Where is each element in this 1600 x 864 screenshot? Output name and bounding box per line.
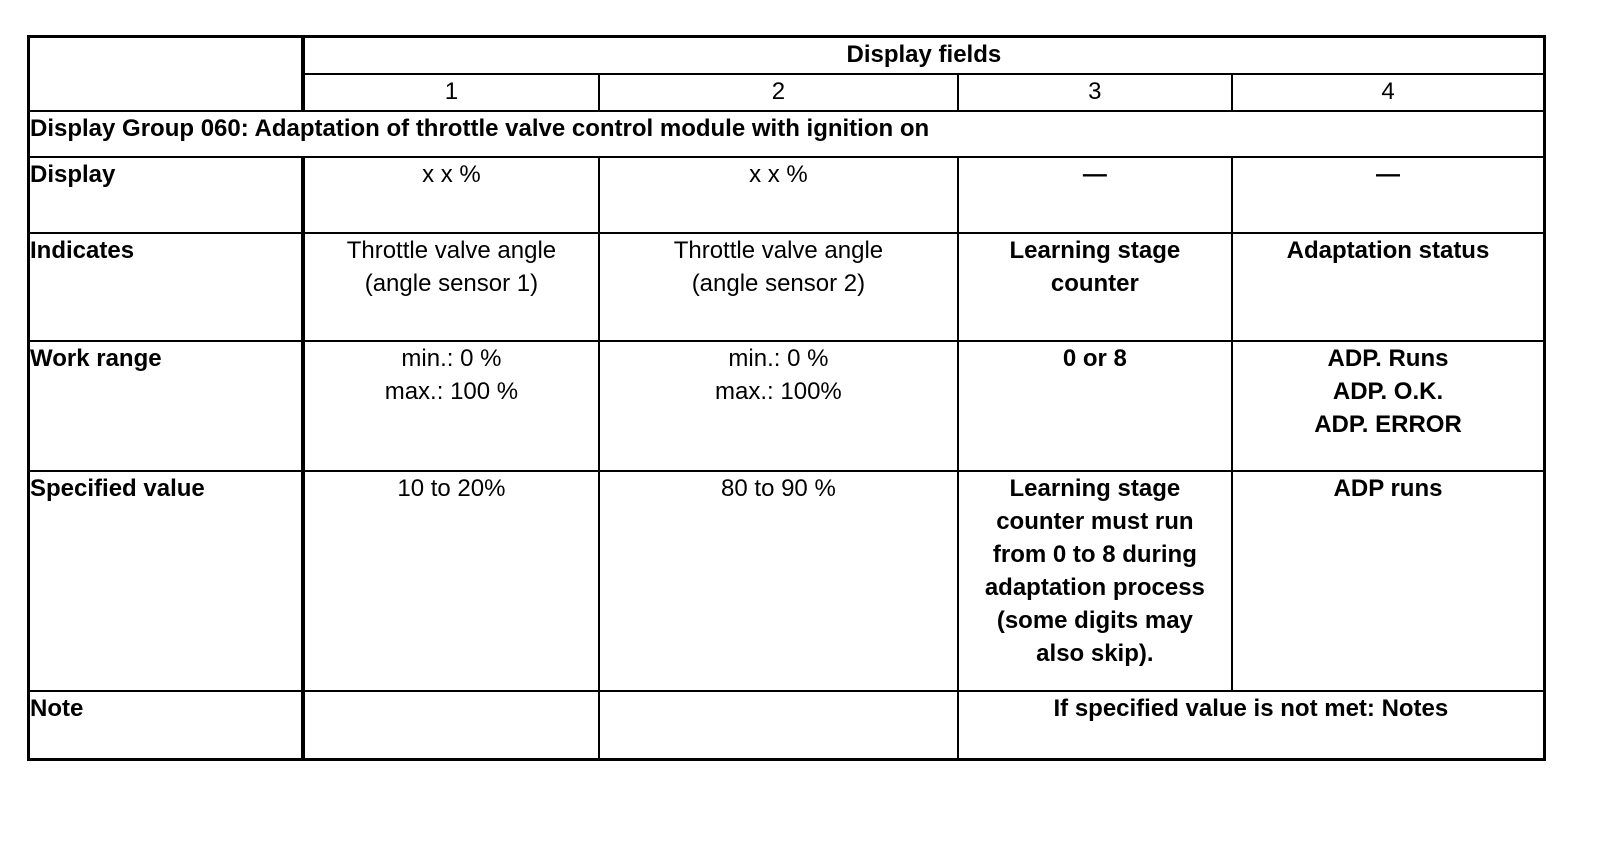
- header-corner-cell: [29, 37, 303, 112]
- specified-value-row: [29, 471, 1545, 691]
- indicates-row: [29, 233, 1545, 341]
- column-number-3: 3: [958, 74, 1232, 111]
- indicates-value-1: Throttle valve angle (angle sensor 1): [303, 233, 599, 341]
- row-label-specified-value: Specified value: [29, 471, 303, 691]
- work-range-value-3: 0 or 8: [958, 341, 1232, 471]
- display-row: [29, 157, 1545, 233]
- indicates-value-3: Learning stage counter: [958, 233, 1232, 341]
- indicates-value-4: Adaptation status: [1232, 233, 1545, 341]
- work-range-row: [29, 341, 1545, 471]
- row-label-note: Note: [29, 691, 303, 760]
- specified-value-3: Learning stage counter must run from 0 to 8 during adaptation process (some digits may also skip).: [958, 471, 1232, 691]
- display-fields-header: Display fields: [303, 37, 1545, 75]
- column-number-2: 2: [599, 74, 958, 111]
- display-value-1: x x %: [303, 157, 599, 233]
- column-number-4: 4: [1232, 74, 1545, 111]
- note-row: [29, 691, 1545, 760]
- indicates-value-2: Throttle valve angle (angle sensor 2): [599, 233, 958, 341]
- group-title: Display Group 060: Adaptation of throttle valve control module with ignition on: [29, 111, 1545, 157]
- specified-value-4: ADP runs: [1232, 471, 1545, 691]
- row-label-display: Display: [29, 157, 303, 233]
- display-value-4: —: [1232, 157, 1545, 233]
- work-range-value-4: ADP. Runs ADP. O.K. ADP. ERROR: [1232, 341, 1545, 471]
- row-label-work-range: Work range: [29, 341, 303, 471]
- work-range-value-2: min.: 0 % max.: 100%: [599, 341, 958, 471]
- note-value-2: [599, 691, 958, 760]
- note-value-1: [303, 691, 599, 760]
- display-group-table: [27, 35, 1546, 761]
- specified-value-2: 80 to 90 %: [599, 471, 958, 691]
- work-range-value-1: min.: 0 % max.: 100 %: [303, 341, 599, 471]
- group-title-row: [29, 111, 1545, 157]
- display-value-2: x x %: [599, 157, 958, 233]
- row-label-indicates: Indicates: [29, 233, 303, 341]
- specified-value-1: 10 to 20%: [303, 471, 599, 691]
- header-row: [29, 37, 1545, 75]
- column-number-1: 1: [303, 74, 599, 111]
- note-value-3-4: If specified value is not met: Notes: [958, 691, 1545, 760]
- display-value-3: —: [958, 157, 1232, 233]
